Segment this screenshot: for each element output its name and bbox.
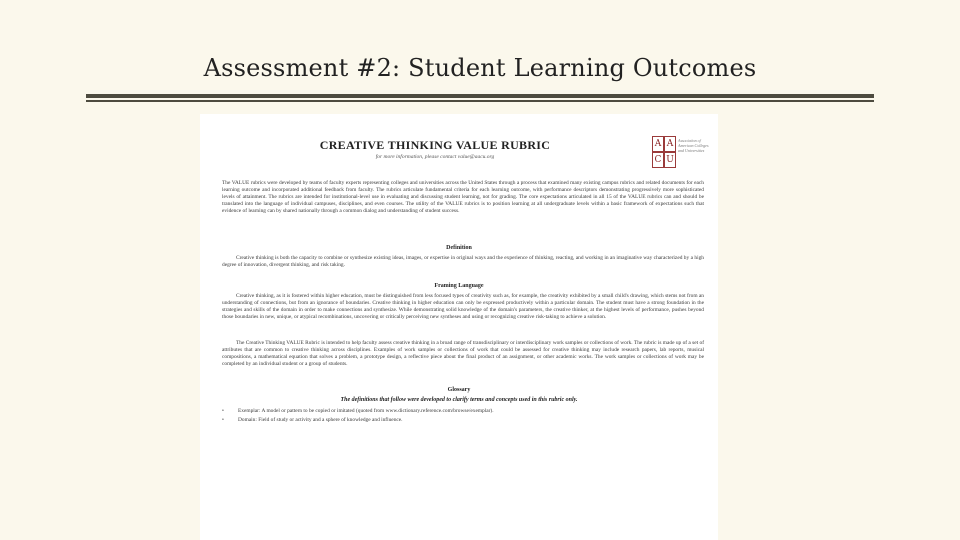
slide-title: Assessment #2: Student Learning Outcomes	[203, 54, 757, 82]
logo-text: Association of American Colleges and Universities	[678, 138, 709, 153]
bullet-glyph: •	[222, 408, 224, 414]
intro-paragraph: The VALUE rubrics were developed by teams of faculty experts representing colleges and universities across the United States through a process that examined many existing campus rubrics and related documents for each learning outcome and incorporated additional feedback from faculty. The rubrics articulate fundamental criteria for each learning outcome, with performance descriptors demonstrating progressively more sophisticated levels of attainment. The rubrics are intended for institutional-level use in evaluating and discussing student learning, not for grading. The core expectations articulated in all 15 of the VALUE rubrics can and should be translated into the language of individual campuses, disciplines, and even courses. The utility of the VALUE rubrics is to position learning at all undergraduate levels within a basic framework of expectations such that evidence of learning can by shared nationally through a common dialog and understanding of student success.	[222, 180, 704, 214]
glossary-heading: Glossary	[447, 387, 471, 393]
document-subtitle: for more information, please contact value@aacu.org	[375, 154, 495, 160]
framing-paragraph: Creative thinking, as it is fostered within higher education, must be distinguished from less focused types of creativity such as, for example, the creativity exhibited by a small child's drawing, which stems not from an understanding of connections, but from an ignorance of boundaries. Creative thinking in higher education can only be expressed productively within a particular domain. The student must have a strong foundation in the strategies and skills of the domain in order to make connections and synthesize. While demonstrating solid knowledge of the domain's parameters, the creative thinker, at the highest levels of performance, pushes beyond those boundaries in new, unique, or atypical recombinations, uncovering or critically perceiving new syntheses and using or recognizing creative risk-taking to achieve a solution.	[222, 293, 704, 320]
definition-paragraph: Creative thinking is both the capacity to combine or synthesize existing ideas, images, or expertise in original ways and the experience of thinking, reacting, and working in an imaginative way characterized by a high degree of innovation, divergent thinking, and risk taking.	[222, 255, 704, 268]
logo-letter: A	[652, 136, 664, 152]
framing-paragraph: The Creative Thinking VALUE Rubric is intended to help faculty assess creative thinking in a broad range of transdisciplinary or interdisciplinary work samples or collections of work. The rubric is made up of a set of attributes that are common to creative thinking across disciplines. Examples of work samples or collections of work that could be assessed for creative thinking may include research papers, lab reports, musical compositions, a mathematical equation that solves a problem, a prototype design, a reflective piece about the final product of an assignment, or other academic works. The work samples or collections of work may be completed by an individual student or a group of students.	[222, 340, 704, 367]
aacu-logo	[652, 136, 712, 172]
title-rule-thick	[86, 94, 874, 98]
logo-letter: U	[664, 152, 676, 168]
glossary-item-text: Domain: Field of study or activity and a sphere of knowledge and influence.	[238, 417, 403, 423]
logo-letter: C	[652, 152, 664, 168]
definition-heading: Definition	[446, 245, 472, 251]
rubric-document-image	[200, 114, 718, 540]
glossary-item-text: Exemplar: A model or pattern to be copied or imitated (quoted from www.dictionary.reference.com/browse/exemplar).	[238, 408, 494, 414]
glossary-item	[222, 417, 702, 424]
logo-letter: A	[664, 136, 676, 152]
glossary-item	[222, 408, 702, 415]
glossary-intro: The definitions that follow were developed to clarify terms and concepts used in this rubric only.	[340, 397, 578, 403]
title-rule-thin	[86, 100, 874, 102]
document-title: CREATIVE THINKING VALUE RUBRIC	[319, 138, 551, 152]
bullet-glyph: •	[222, 417, 224, 423]
framing-language-heading: Framing Language	[434, 283, 484, 289]
logo-letter-boxes	[652, 136, 676, 168]
